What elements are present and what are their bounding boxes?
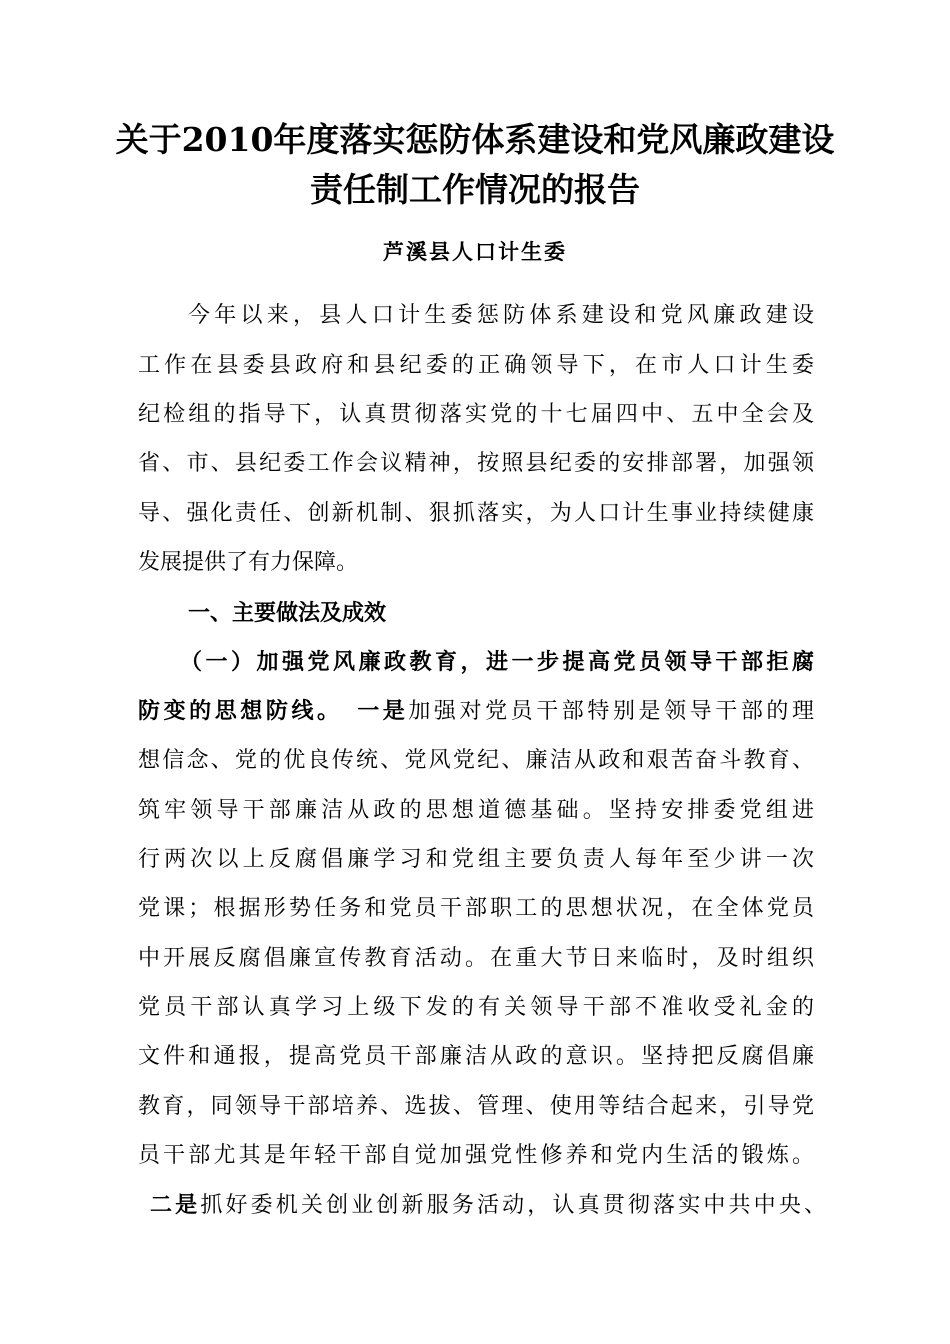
subsection-heading-tail: 防变的思想防线。 xyxy=(138,699,332,724)
paragraph-text: 加强对党员干部特别是领导干部的理 xyxy=(408,699,814,724)
paragraph-line xyxy=(150,1186,826,1226)
paragraph-line: 中开展反腐倡廉宣传教育活动。在重大节日来临时，及时组织 xyxy=(138,946,814,971)
paragraph-line: 党员干部认真学习上级下发的有关领导干部不准收受礼金的 xyxy=(138,995,814,1020)
paragraph-text: 抓好委机关创业创新服务活动，认真贯彻落实中共中央、 xyxy=(200,1193,826,1218)
paragraph-line: 今年以来，县人口计生委惩防体系建设和党风廉政建设 xyxy=(188,303,814,328)
paragraph-line: 党课；根据形势任务和党员干部职工的思想状况，在全体党员 xyxy=(138,896,814,921)
section-heading: 一、主要做法及成效 xyxy=(188,601,387,626)
paragraph-line: 员干部尤其是年轻干部自觉加强党性修养和党内生活的锻炼。 xyxy=(138,1143,814,1168)
paragraph-line: 省、市、县纪委工作会议精神，按照县纪委的安排部署，加强领 xyxy=(138,451,814,476)
paragraph-line: 行两次以上反腐倡廉学习和党组主要负责人每年至少讲一次 xyxy=(138,847,814,872)
paragraph-line: 文件和通报，提高党员干部廉洁从政的意识。坚持把反腐倡廉 xyxy=(138,1044,814,1069)
document-author: 芦溪县人口计生委 xyxy=(383,239,567,264)
paragraph-line: 筑牢领导干部廉洁从政的思想道德基础。坚持安排委党组进 xyxy=(138,798,814,823)
paragraph-line: 工作在县委县政府和县纪委的正确领导下，在市人口计生委 xyxy=(138,353,814,378)
subsection-heading-line-2 xyxy=(138,692,814,732)
point-marker-2: 二是 xyxy=(150,1193,201,1218)
paragraph-line: 教育，同领导干部培养、选拔、管理、使用等结合起来，引导党 xyxy=(138,1094,814,1119)
paragraph-line: 发展提供了有力保障。 xyxy=(138,550,359,575)
subsection-heading-line-1 xyxy=(180,643,814,683)
point-marker-1: 一是 xyxy=(357,699,409,724)
paragraph-line: 纪检组的指导下，认真贯彻落实党的十七届四中、五中全会及 xyxy=(138,402,814,427)
paragraph-line: 想信念、党的优良传统、党风党纪、廉洁从政和艰苦奋斗教育、 xyxy=(138,748,814,773)
document-title-line-2: 责任制工作情况的报告 xyxy=(310,170,640,209)
subsection-heading-text: （一）加强党风廉政教育，进一步提高党员领导干部拒腐 xyxy=(180,650,814,675)
paragraph-line: 导、强化责任、创新机制、狠抓落实，为人口计生事业持续健康 xyxy=(138,501,814,526)
document-title-line-1: 关于2010年度落实惩防体系建设和党风廉政建设 xyxy=(115,120,835,159)
